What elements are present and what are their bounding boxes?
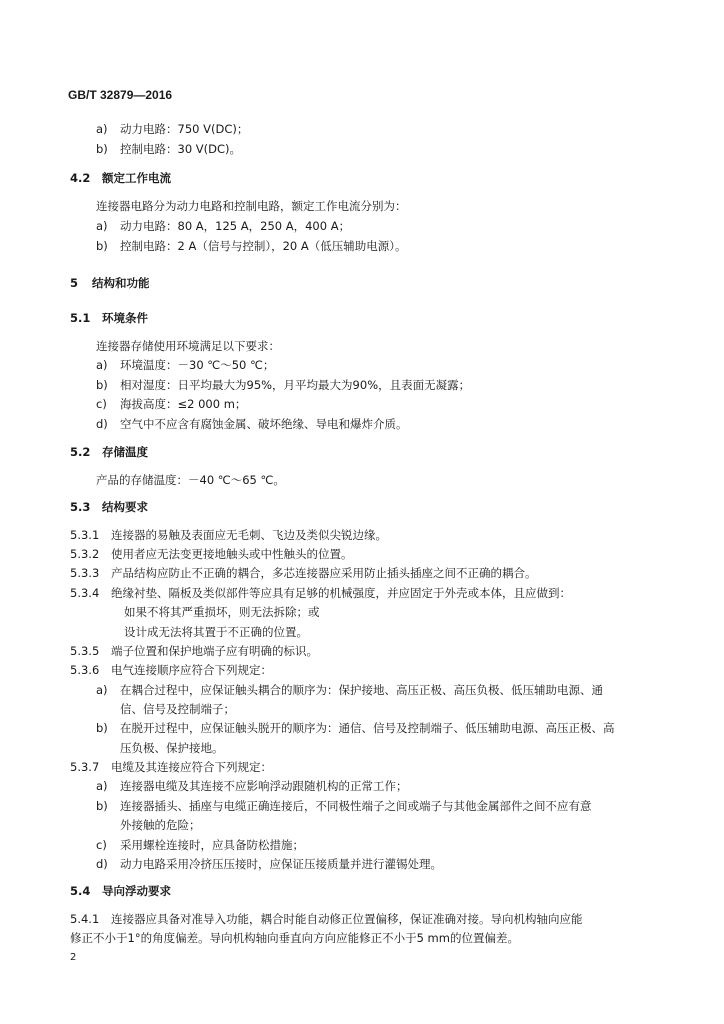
chapter-number: 5 [70,276,79,290]
list-marker: a) [96,219,108,233]
list-marker: a) [96,779,108,793]
list-item: 连接器插头、插座与电缆正确连接后，不同极性端子之间或端子与其他金属部件之间不应有意 [120,799,592,813]
list-item-continued: 外接触的危险； [120,818,201,832]
clause-text: 电缆及其连接应符合下列规定： [111,760,272,774]
list-item: 动力电路采用冷挤压压接时，应保证压接质量并进行灌锡处理。 [120,857,442,871]
list-marker: b) [96,239,108,253]
list-marker: a) [96,683,108,697]
clause-text: 连接器的易触及表面应无毛刺、飞边及类似尖锐边缘。 [111,528,387,542]
list-item: 动力电路：80 A，125 A，250 A，400 A； [120,219,351,233]
list-marker: d) [96,857,108,871]
list-item: 连接器电缆及其连接不应影响浮动跟随机构的正常工作； [120,779,408,793]
section-title: 额定工作电流 [102,171,171,185]
clause-number: 5.4.1 [70,912,100,926]
list-item-continued: 压负极、保护接地。 [120,741,224,755]
list-item-continued: 信、信号及控制端子； [120,702,235,716]
chapter-title: 结构和功能 [92,276,150,290]
clause-number: 5.3.7 [70,760,100,774]
section-number: 5.4 [70,884,91,898]
list-marker: c) [96,397,107,411]
list-item: 环境温度：－30 ℃～50 ℃； [120,358,275,372]
clause-number: 5.3.4 [70,586,100,600]
section-title: 结构要求 [102,500,148,514]
section-title: 存储温度 [102,445,148,459]
clause-text: 电气连接顺序应符合下列规定： [111,663,272,677]
clause-text: 产品结构应防止不正确的耦合，多芯连接器应采用防止插头插座之间不正确的耦合。 [111,566,537,580]
list-marker: b) [96,378,108,392]
standard-header: GB/T 32879—2016 [68,88,173,102]
section-title: 环境条件 [102,311,148,325]
clause-number: 5.3.1 [70,528,100,542]
section-number: 5.1 [70,311,91,325]
clause-sub-line: 如果不将其严重损坏，则无法拆除；或 [124,605,320,619]
clause-text-continued: 修正不小于1°的角度偏差。导向机构轴向垂直向方向应能修正不小于5 mm的位置偏差。 [70,931,519,945]
list-item: 控制电路：30 V(DC)。 [120,142,242,156]
list-item: 空气中不应含有腐蚀金属、破坏绝缘、导电和爆炸介质。 [120,417,408,431]
list-item: 在脱开过程中，应保证触头脱开的顺序为：通信、信号及控制端子、低压辅助电源、高压正极、高 [120,721,615,735]
clause-number: 5.3.2 [70,547,100,561]
paragraph: 产品的存储温度：－40 ℃～65 ℃。 [96,473,285,487]
clause-number: 5.3.6 [70,663,100,677]
list-item: 海拔高度：≤2 000 m； [120,397,247,411]
paragraph: 连接器存储使用环境满足以下要求： [96,339,280,353]
section-title: 导向浮动要求 [102,884,171,898]
section-number: 4.2 [70,171,91,185]
list-marker: b) [96,799,108,813]
clause-number: 5.3.3 [70,566,100,580]
list-item: 控制电路：2 A（信号与控制），20 A（低压辅助电源）。 [120,239,407,253]
paragraph: 连接器电路分为动力电路和控制电路，额定工作电流分别为： [96,199,407,213]
clause-text: 绝缘衬垫、隔板及类似部件等应具有足够的机械强度，并应固定于外壳或本体，且应做到： [111,586,571,600]
page-number: 2 [70,952,77,963]
list-item: 在耦合过程中，应保证触头耦合的顺序为：保护接地、高压正极、高压负极、低压辅助电源、通 [120,683,603,697]
list-marker: a) [96,122,108,136]
list-item: 动力电路：750 V(DC)； [120,122,249,136]
list-marker: b) [96,142,108,156]
section-number: 5.3 [70,500,91,514]
list-item: 相对湿度：日平均最大为95%，月平均最大为90%，且表面无凝露； [120,378,471,392]
list-item: 采用螺栓连接时，应具备防松措施； [120,838,304,852]
clause-text: 端子位置和保护地端子应有明确的标识。 [111,644,318,658]
list-marker: a) [96,358,108,372]
list-marker: b) [96,721,108,735]
section-number: 5.2 [70,445,91,459]
list-marker: c) [96,838,107,852]
clause-sub-line: 设计成无法将其置于不正确的位置。 [124,625,308,639]
clause-text: 使用者应无法变更接地触头或中性触头的位置。 [111,547,353,561]
clause-number: 5.3.5 [70,644,100,658]
clause-text: 连接器应具备对准导入功能，耦合时能自动修正位置偏移，保证准确对接。导向机构轴向应能 [111,912,583,926]
list-marker: d) [96,417,108,431]
